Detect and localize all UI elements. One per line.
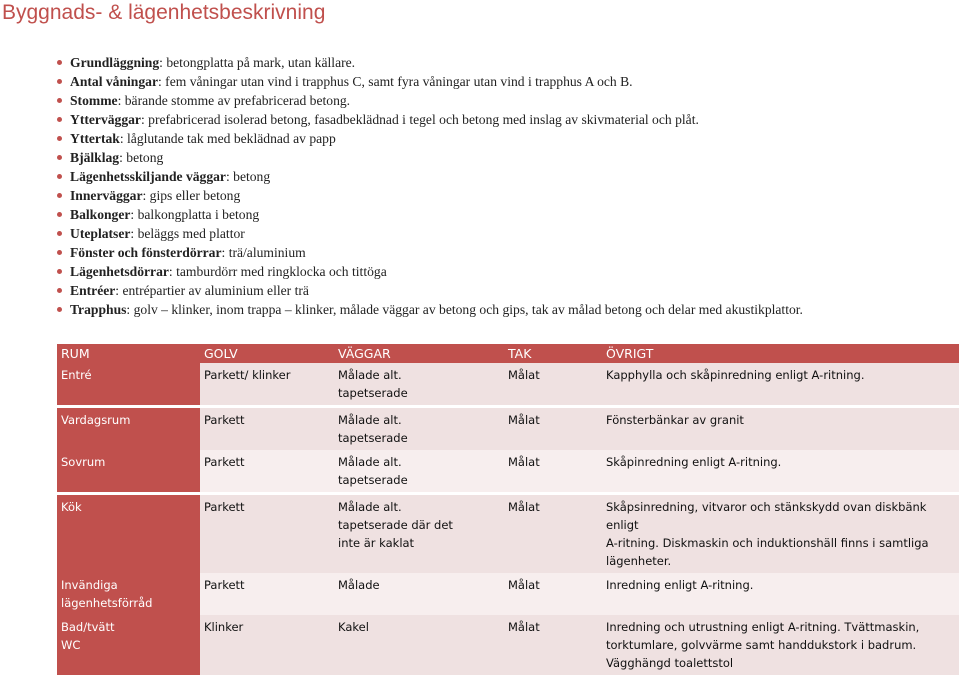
bullet-icon <box>57 174 62 179</box>
bullet-icon <box>57 193 62 198</box>
cell-tak: Målat <box>504 450 602 492</box>
item-text: : betong <box>225 169 271 184</box>
cell-tak: Målat <box>504 495 602 573</box>
item-term: Trapphus <box>70 302 127 317</box>
header-rum: RUM <box>57 344 200 363</box>
item-term: Entréer <box>70 283 116 298</box>
item-text: : fem våningar utan vind i trapphus C, samt fyra våningar utan vind i trapphus A och B. <box>158 74 633 89</box>
list-item <box>56 72 803 91</box>
list-item <box>56 243 803 262</box>
list-item <box>56 53 803 72</box>
item-term: Innerväggar <box>70 188 143 203</box>
list-item <box>56 148 803 167</box>
specification-list <box>56 53 803 319</box>
cell-ovrigt: Skåpsinredning, vitvaror och stänkskydd ovan diskbänk enligt A-ritning. Diskmaskin och induktionshäll finns i samtliga lägenheter. <box>602 495 959 573</box>
cell-rum: Sovrum <box>57 450 200 492</box>
item-term: Grundläggning <box>70 55 160 70</box>
item-text: : golv – klinker, inom trappa – klinker, målade väggar av betong och gips, tak av målad betong och delar med akustikplattor. <box>126 302 803 317</box>
item-term: Bjälklag <box>70 150 120 165</box>
bullet-icon <box>57 136 62 141</box>
cell-rum: Kök <box>57 495 200 573</box>
item-text: : balkongplatta i betong <box>130 207 260 222</box>
list-item <box>56 186 803 205</box>
item-text: : prefabricerad isolerad betong, fasadbeklädnad i tegel och betong med inslag av skivmaterial och plåt. <box>140 112 699 127</box>
cell-golv: Klinker <box>200 615 334 675</box>
item-term: Ytterväggar <box>70 112 141 127</box>
cell-golv: Parkett <box>200 573 334 615</box>
item-term: Lägenhetsdörrar <box>70 264 169 279</box>
cell-ovrigt: Skåpinredning enligt A-ritning. <box>602 450 959 492</box>
bullet-icon <box>57 288 62 293</box>
page-title: Byggnads- & lägenhetsbeskrivning <box>2 1 326 24</box>
item-text: : beläggs med plattor <box>130 226 245 241</box>
cell-rum: Entré <box>57 363 200 405</box>
bullet-icon <box>57 117 62 122</box>
item-term: Stomme <box>70 93 118 108</box>
rooms-table <box>57 344 959 675</box>
cell-vaggar: Målade alt. tapetserade <box>334 363 504 405</box>
item-term: Uteplatser <box>70 226 131 241</box>
cell-tak: Målat <box>504 615 602 675</box>
item-text: : betongplatta på mark, utan källare. <box>159 55 356 70</box>
bullet-icon <box>57 307 62 312</box>
cell-rum: Vardagsrum <box>57 408 200 450</box>
cell-golv: Parkett/ klinker <box>200 363 334 405</box>
table-row <box>57 363 959 405</box>
list-item <box>56 110 803 129</box>
cell-tak: Målat <box>504 408 602 450</box>
table-row <box>57 450 959 492</box>
cell-rum: Bad/tvätt WC <box>57 615 200 675</box>
cell-ovrigt: Inredning enligt A-ritning. <box>602 573 959 615</box>
list-item <box>56 167 803 186</box>
bullet-icon <box>57 269 62 274</box>
bullet-icon <box>57 212 62 217</box>
item-text: : entrépartier av aluminium eller trä <box>115 283 309 298</box>
table-row <box>57 408 959 450</box>
table-row <box>57 495 959 573</box>
cell-vaggar: Målade alt. tapetserade där det inte är kaklat <box>334 495 504 573</box>
header-vaggar: VÄGGAR <box>334 344 504 363</box>
cell-vaggar: Målade alt. tapetserade <box>334 408 504 450</box>
cell-golv: Parkett <box>200 408 334 450</box>
item-text: : låglutande tak med beklädnad av papp <box>119 131 336 146</box>
list-item <box>56 91 803 110</box>
bullet-icon <box>57 98 62 103</box>
cell-rum: Invändiga lägenhetsförråd <box>57 573 200 615</box>
cell-ovrigt: Fönsterbänkar av granit <box>602 408 959 450</box>
header-ovrigt: ÖVRIGT <box>602 344 959 363</box>
cell-golv: Parkett <box>200 495 334 573</box>
item-term: Yttertak <box>70 131 120 146</box>
header-tak: TAK <box>504 344 602 363</box>
list-item <box>56 129 803 148</box>
item-text: : tamburdörr med ringklocka och tittöga <box>168 264 387 279</box>
list-item <box>56 300 803 319</box>
table-row <box>57 615 959 675</box>
bullet-icon <box>57 79 62 84</box>
cell-tak: Målat <box>504 363 602 405</box>
cell-vaggar: Kakel <box>334 615 504 675</box>
list-item <box>56 224 803 243</box>
header-golv: GOLV <box>200 344 334 363</box>
list-item <box>56 262 803 281</box>
item-text: : betong <box>119 150 164 165</box>
cell-golv: Parkett <box>200 450 334 492</box>
bullet-icon <box>57 250 62 255</box>
table-header-row <box>57 344 959 363</box>
cell-ovrigt: Kapphylla och skåpinredning enligt A-ritning. <box>602 363 959 405</box>
bullet-icon <box>57 60 62 65</box>
item-term: Fönster och fönsterdörrar <box>70 245 222 260</box>
bullet-icon <box>57 231 62 236</box>
item-text: : bärande stomme av prefabricerad betong. <box>117 93 351 108</box>
cell-vaggar: Målade <box>334 573 504 615</box>
table-row <box>57 573 959 615</box>
item-text: : gips eller betong <box>142 188 241 203</box>
list-item <box>56 205 803 224</box>
item-term: Antal våningar <box>70 74 158 89</box>
bullet-icon <box>57 155 62 160</box>
cell-tak: Målat <box>504 573 602 615</box>
item-text: : trä/aluminium <box>221 245 306 260</box>
item-term: Balkonger <box>70 207 131 222</box>
item-term: Lägenhetsskiljande väggar <box>70 169 226 184</box>
list-item <box>56 281 803 300</box>
cell-ovrigt: Inredning och utrustning enligt A-ritning. Tvättmaskin, torktumlare, golvvärme samt handdukstork i badrum. Vägghängd toalettstol <box>602 615 959 675</box>
cell-vaggar: Målade alt. tapetserade <box>334 450 504 492</box>
